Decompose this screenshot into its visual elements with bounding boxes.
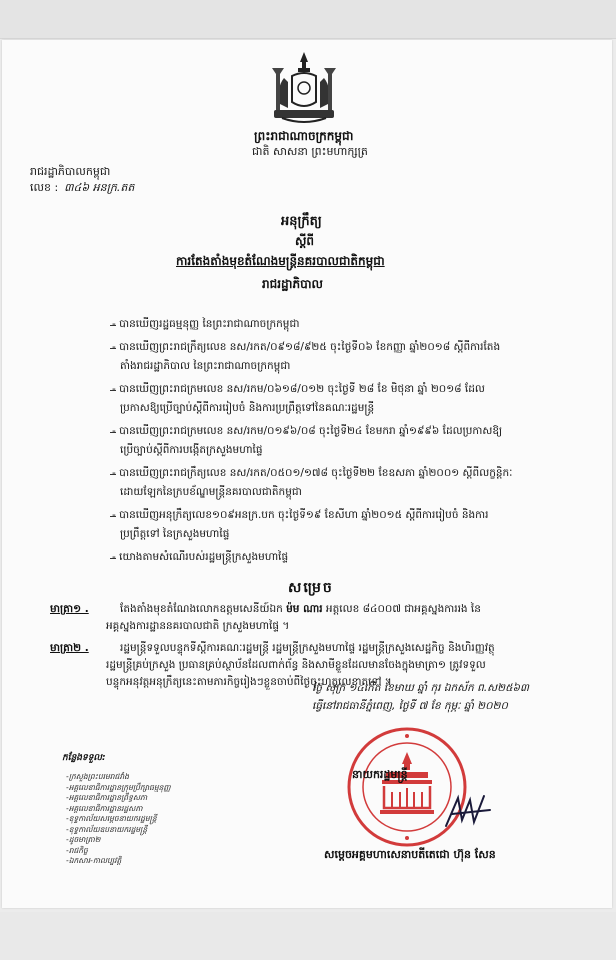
bottom-bar — [0, 912, 616, 960]
reference-label: លេខ : — [30, 181, 59, 194]
pm-name: សម្តេចអគ្គមហាសេនាបតីតេជោ ហ៊ុន សែន — [324, 848, 496, 861]
kingdom-name: ព្រះរាជាណាចក្រកម្ពុជា — [254, 129, 354, 143]
article-text-pre: រដ្ឋមន្ត្រីគ្រប់ក្រសួង ប្រធានគ្រប់ស្ថាប័នដែលពាក់ព័ន្ធ និងសាមីខ្លួនដែលមានចែងក្នុងមាត្រា១ ត្រូវទទួល — [106, 659, 486, 671]
solar-date: ធ្វើនៅរាជធានីភ្នំពេញ, ថ្ងៃទី ៧ ខែ កុម្ភៈ ឆ្នាំ ២០២០ — [312, 700, 508, 712]
consideration-line: ប្រព្រឹត្តទៅ នៃក្រសួងមហាផ្ទៃ — [120, 528, 230, 540]
cc-item: -ខុទ្ទកាល័យសម្តេចនាយករដ្ឋមន្ត្រី — [66, 814, 157, 823]
consideration-line: - បានឃើញព្រះរាជក្រឹត្យលេខ នស/រកត/០៥០១/១៧៨ ចុះថ្ងៃទី២២ ខែឧសភា ឆ្នាំ២០០១ ស្តីពីលក្ខន្តិកៈ — [112, 467, 513, 479]
article-line — [120, 642, 495, 657]
authority-heading: រាជរដ្ឋាភិបាល — [262, 277, 323, 291]
issuer-name: រាជរដ្ឋាភិបាលកម្ពុជា — [30, 165, 111, 178]
document-type: អនុក្រឹត្យ — [281, 214, 322, 229]
consideration-line: តាំងរាជរដ្ឋាភិបាល នៃព្រះរាជាណាចក្រកម្ពុជា — [120, 360, 291, 372]
article-text-bold: ម៉ម ណារ — [286, 603, 323, 615]
reference-value: ៣៤៦ អនក្រ.តត — [64, 181, 135, 194]
cc-label: កន្លែងទទួល: — [62, 753, 106, 763]
article-text-pre: បន្ទុកអនុវត្តអនុក្រឹត្យនេះតាមភារកិច្ចរៀងៗខ្លួនចាប់ពីថ្ងៃចុះហត្ថលេខាតទៅ ។ — [106, 676, 392, 688]
article-label: មាត្រា១ . — [50, 603, 89, 615]
cc-item: -រាជកិច្ច — [66, 845, 88, 855]
consideration-line: - បានឃើញព្រះរាជក្រមលេខ នស/រកម/០១៩៦/០៨ ចុះថ្ងៃទី២៤ ខែមករា ឆ្នាំ១៩៩៦ ដែលប្រកាសឱ្យ — [112, 425, 503, 437]
cc-item: -អគ្គលេខាធិការដ្ឋានរដ្ឋសភា — [66, 803, 143, 813]
article-line — [120, 603, 481, 618]
consideration-line: ប្រកាសឱ្យប្រើច្បាប់ស្តីពីការរៀបចំ និងការប្រព្រឹត្តទៅនៃគណៈរដ្ឋមន្ត្រី — [120, 402, 375, 414]
cc-item: -អគ្គលេខាធិការដ្ឋានព្រឹទ្ធសភា — [66, 793, 148, 802]
top-bar — [0, 0, 616, 39]
article-line — [106, 659, 486, 674]
reference-number — [30, 181, 134, 197]
consideration-line: - បានឃើញព្រះរាជក្រមលេខ នស/រកម/០៦១៨/០១២ ចុះថ្ងៃទី ២៨ ខែ មិថុនា ឆ្នាំ ២០១៨ ដែល — [112, 383, 485, 395]
article-text-post: អត្តលេខ ៨៤០០៧ ជាអគ្គស្នងការរង នៃ — [322, 603, 481, 615]
article-text-pre: រដ្ឋមន្ត្រីទទួលបន្ទុកទីស្តីការគណៈរដ្ឋមន្ត្រី រដ្ឋមន្ត្រីក្រសួងមហាផ្ទៃ រដ្ឋមន្ត្រីក្រសួងសេដ្ឋកិច្ច និងហិរញ្ញវត្ថុ — [120, 642, 495, 654]
consideration-line: - បានឃើញរដ្ឋធម្មនុញ្ញ នៃព្រះរាជាណាចក្រកម្ពុជា — [112, 318, 300, 330]
document-subject: ការតែងតាំងមុខតំណែងមន្ត្រីនគរបាលជាតិកម្ពុជា — [176, 254, 385, 268]
consideration-line: - បានឃើញព្រះរាជក្រឹត្យលេខ នស/រកត/០៩១៨/៩២៥ ចុះថ្ងៃទី០៦ ខែកញ្ញា ឆ្នាំ២០១៨ ស្តីពីការតែង — [112, 341, 501, 353]
cc-item: -ដូចមាត្រា២ — [66, 835, 101, 844]
lunar-date: ថ្ងៃ សុក្រ ១៤កើត ខែមាឃ ឆ្នាំ កុរ ឯកស័ក ព.ស២៥៦៣ — [312, 682, 529, 694]
decision-heading: សម្រេច — [288, 580, 334, 596]
consideration-line: ដោយឡែកនៃក្របខ័ណ្ឌមន្ត្រីនគរបាលជាតិកម្ពុជា — [120, 486, 302, 498]
royal-emblem-icon — [262, 48, 346, 124]
article-text-pre: អគ្គស្នងការដ្ឋាននគរបាលជាតិ ក្រសួងមហាផ្ទៃ ។ — [106, 620, 290, 632]
national-motto: ជាតិ សាសនា ព្រះមហាក្សត្រ — [252, 145, 368, 158]
cc-item: -ក្រសួងព្រះបរមរាជវាំង — [66, 772, 129, 781]
consideration-line: ប្រើច្បាប់ស្តីពីការបង្កើតក្រសួងមហាផ្ទៃ — [120, 444, 263, 456]
article-text-pre: តែងតាំងមុខតំណែងលោកឧត្តមសេនីយ៍ឯក — [120, 603, 287, 615]
cc-item: -ខុទ្ទកាល័យឧបនាយករដ្ឋមន្ត្រី — [66, 824, 148, 834]
consideration-line: - យោងតាមសំណើរបស់រដ្ឋមន្ត្រីក្រសួងមហាផ្ទៃ — [112, 551, 289, 563]
document-about: ស្តីពី — [295, 234, 315, 248]
consideration-line: - បានឃើញអនុក្រឹត្យលេខ១០៩អនក្រ.បក ចុះថ្ងៃទី១៩ ខែសីហា ឆ្នាំ២០១៥ ស្តីពីការរៀបចំ និងការ — [112, 509, 489, 521]
article-line — [106, 620, 289, 635]
cc-item: -ឯកសារ-កាលប្បវត្តិ — [66, 856, 122, 865]
cc-item: -អគ្គលេខាធិការដ្ឋានក្រុមប្រឹក្សាធម្មនុញ្ញ — [66, 782, 171, 792]
signature-icon — [440, 790, 500, 832]
signer-title: នាយករដ្ឋមន្ត្រី — [352, 768, 408, 781]
article-label: មាត្រា២ . — [50, 642, 89, 654]
